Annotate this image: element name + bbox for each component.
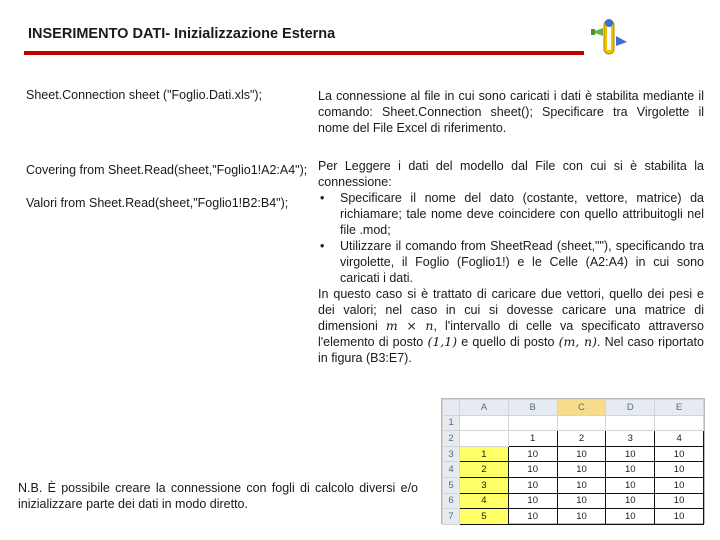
cell: 10 — [508, 477, 557, 493]
cell: 10 — [557, 477, 606, 493]
cell: 10 — [508, 493, 557, 509]
column-header: E — [655, 400, 704, 416]
cell: 3 — [606, 431, 655, 447]
math-last-position: (m, n) — [558, 334, 597, 349]
column-header: B — [508, 400, 557, 416]
cell: 10 — [557, 462, 606, 478]
cell: 4 — [460, 493, 509, 509]
matrix-explanation: In questo caso si è trattato di caricare due vettori, quello dei pesi e dei valori; nel caso in cui si dovesse caricare una matrice di dimensioni m × n, l'intervallo di celle va specificato attraverso l'elemento di posto (1,1) e quello di posto (m, n). Nel caso riportato in figura (B3:E7). — [318, 287, 704, 365]
title-underline — [24, 51, 584, 55]
cell: 10 — [606, 462, 655, 478]
cell: 10 — [606, 477, 655, 493]
spreadsheet-image — [441, 398, 705, 524]
cell: 5 — [460, 509, 509, 525]
math-dimensions: m × n — [385, 318, 434, 333]
cell: 4 — [655, 431, 704, 447]
cell: 10 — [655, 493, 704, 509]
table-row: 5 3 10 10 10 10 — [443, 477, 704, 493]
read-intro: Per Leggere i dati del modello dal File con cui si è stabilita la connessione: — [318, 159, 704, 189]
valori-read-code: Valori from Sheet.Read(sheet,"Foglio1!B2:B4"); — [26, 196, 289, 210]
cell: 10 — [508, 462, 557, 478]
cell: 2 — [460, 462, 509, 478]
cell: 2 — [557, 431, 606, 447]
footnote: N.B. È possibile creare la connessione con fogli di calcolo diversi e/o inizializzare parte dei dati in modo diretto. — [18, 481, 418, 511]
table-row: 4 2 10 10 10 10 — [443, 462, 704, 478]
cell: 10 — [606, 509, 655, 525]
thermometer-logo-icon — [590, 16, 630, 58]
cell: 10 — [655, 509, 704, 525]
spreadsheet-grid — [442, 399, 704, 525]
table-row: 6 4 10 10 10 10 — [443, 493, 704, 509]
instruction-list — [318, 190, 704, 286]
cell: 10 — [606, 493, 655, 509]
cell: 10 — [655, 446, 704, 462]
cell: 10 — [508, 509, 557, 525]
cell: 10 — [606, 446, 655, 462]
cell: 1 — [460, 446, 509, 462]
connection-code: Sheet.Connection sheet ("Foglio.Dati.xls"); — [26, 88, 263, 102]
table-row: 7 5 10 10 10 10 — [443, 509, 704, 525]
list-item: • Utilizzare il comando from SheetRead (sheet,""), specificando tra virgolette, il Foglio (Foglio1!) e le Celle (A2:A4) in cui sono caricati i dati. — [318, 238, 704, 286]
table-row: 1 — [443, 415, 704, 431]
cell: 10 — [655, 462, 704, 478]
table-row: 3 1 10 10 10 10 — [443, 446, 704, 462]
table-row: 2 1 2 3 4 — [443, 431, 704, 447]
list-item: • Specificare il nome del dato (costante, vettore, matrice) da richiamare; tale nome deve coincidere con quello attribuitogli nel file .mod; — [318, 190, 704, 238]
covering-read-code: Covering from Sheet.Read(sheet,"Foglio1!A2:A4"); — [26, 163, 308, 177]
connection-description: La connessione al file in cui sono caricati i dati è stabilita mediante il comando: Sheet.Connection sheet(); Specificare tra Virgolette il nome del File Excel di riferimento. — [318, 89, 704, 135]
read-instructions — [318, 158, 704, 366]
column-header: D — [606, 400, 655, 416]
cell: 10 — [557, 446, 606, 462]
cell: 10 — [508, 446, 557, 462]
cell: 3 — [460, 477, 509, 493]
column-header: A — [460, 400, 509, 416]
corner-cell — [443, 400, 460, 416]
column-header-selected: C — [557, 400, 606, 416]
math-first-position: (1,1) — [427, 334, 458, 349]
cell: 1 — [508, 431, 557, 447]
cell: 10 — [655, 477, 704, 493]
page-title: INSERIMENTO DATI- Inizializzazione Esterna — [28, 26, 336, 42]
cell: 10 — [557, 493, 606, 509]
cell: 10 — [557, 509, 606, 525]
